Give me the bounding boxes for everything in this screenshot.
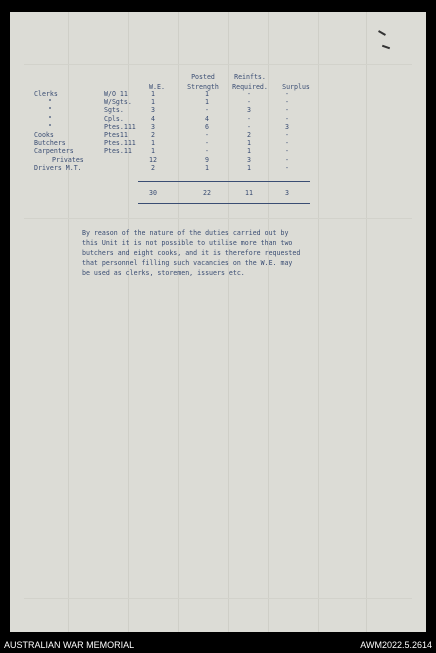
header-reinfts-2: Required. (232, 83, 268, 91)
paragraph-line: By reason of the nature of the duties carried out by (82, 229, 289, 237)
cell-surplus: - (285, 98, 289, 107)
cell-reinfts: - (247, 90, 251, 98)
cell-reinfts: 1 (247, 163, 251, 172)
totals-rule-top (138, 181, 310, 182)
paragraph-line: this Unit it is not possible to utilise more than two (82, 239, 293, 247)
background-ledger-line (366, 12, 367, 632)
request-paragraph (82, 228, 382, 278)
cell-posted: 4 (205, 114, 209, 123)
row-label: " (48, 106, 52, 115)
cell-we: 2 (151, 163, 155, 172)
cell-posted: - (205, 139, 209, 148)
ink-mark (378, 30, 386, 36)
row-label: Clerks (34, 90, 58, 98)
cell-reinfts: 2 (247, 131, 251, 139)
row-rank: Cpls. (104, 114, 124, 123)
row-label: Drivers M.T. (34, 163, 82, 172)
total-we: 30 (149, 189, 157, 197)
paragraph-line: butchers and eight cooks, and it is therefore requested (82, 249, 301, 257)
cell-surplus: - (285, 106, 289, 115)
cell-reinfts: 3 (247, 106, 251, 115)
cell-surplus: - (285, 114, 289, 123)
cell-surplus: - (285, 155, 289, 164)
row-label: " (48, 122, 52, 131)
header-surplus: Surplus (282, 83, 310, 91)
cell-surplus: - (285, 163, 289, 172)
cell-surplus: - (285, 90, 289, 98)
cell-we: 12 (149, 155, 157, 164)
cell-posted: 9 (205, 155, 209, 164)
total-surplus: 3 (285, 189, 289, 197)
row-label: Privates (52, 155, 84, 164)
row-label: Cooks (34, 131, 54, 139)
header-reinfts-1: Reinfts. (234, 73, 266, 81)
row-rank: Sgts. (104, 106, 124, 115)
ink-mark (382, 45, 390, 50)
total-reinfts: 11 (245, 189, 253, 197)
cell-posted: - (205, 106, 209, 115)
header-posted-1: Posted (191, 73, 215, 81)
background-ledger-line (178, 12, 179, 632)
cell-we: 2 (151, 131, 155, 139)
row-rank: Ptes.111 (104, 122, 136, 131)
cell-surplus: 3 (285, 122, 289, 131)
cell-reinfts: 3 (247, 155, 251, 164)
row-label: " (48, 98, 52, 107)
cell-we: 1 (151, 98, 155, 107)
background-ledger-rule (24, 598, 412, 599)
total-posted: 22 (203, 189, 211, 197)
background-ledger-line (318, 12, 319, 632)
cell-reinfts: 1 (247, 147, 251, 156)
background-ledger-rule (24, 218, 412, 219)
row-label: " (48, 114, 52, 123)
background-ledger-line (228, 12, 229, 632)
cell-we: 4 (151, 114, 155, 123)
background-ledger-line (268, 12, 269, 632)
row-rank: Ptes.11 (104, 147, 132, 156)
row-rank: W/O 11 (104, 90, 128, 98)
cell-posted: 1 (205, 90, 209, 98)
header-we: W.E. (149, 83, 165, 91)
footer-accession-number: AWM2022.5.2614 (360, 640, 432, 650)
cell-reinfts: 1 (247, 139, 251, 148)
row-rank: Ptes11 (104, 131, 128, 139)
cell-we: 3 (151, 106, 155, 115)
paragraph-line: that personnel filling such vacancies on the W.E. may (82, 259, 293, 267)
cell-reinfts: - (247, 122, 251, 131)
cell-we: 3 (151, 122, 155, 131)
footer-institution: AUSTRALIAN WAR MEMORIAL (4, 640, 135, 650)
cell-reinfts: - (247, 114, 251, 123)
paragraph-line: be used as clerks, storemen, issuers etc. (82, 269, 245, 277)
header-posted-2: Strength (187, 83, 219, 91)
row-rank: W/Sgts. (104, 98, 132, 107)
row-label: Butchers (34, 139, 66, 148)
cell-we: 1 (151, 147, 155, 156)
cell-surplus: - (285, 139, 289, 148)
cell-posted: - (205, 131, 209, 139)
background-ledger-rule (24, 64, 412, 65)
cell-surplus: - (285, 147, 289, 156)
cell-posted: 6 (205, 122, 209, 131)
cell-posted: 1 (205, 98, 209, 107)
cell-posted: - (205, 147, 209, 156)
row-rank: Ptes.111 (104, 139, 136, 148)
cell-we: 1 (151, 90, 155, 98)
cell-reinfts: - (247, 98, 251, 107)
totals-rule-bottom (138, 203, 310, 204)
cell-surplus: - (285, 131, 289, 139)
cell-posted: 1 (205, 163, 209, 172)
row-label: Carpenters (34, 147, 74, 156)
cell-we: 1 (151, 139, 155, 148)
background-ledger-line (68, 12, 69, 632)
